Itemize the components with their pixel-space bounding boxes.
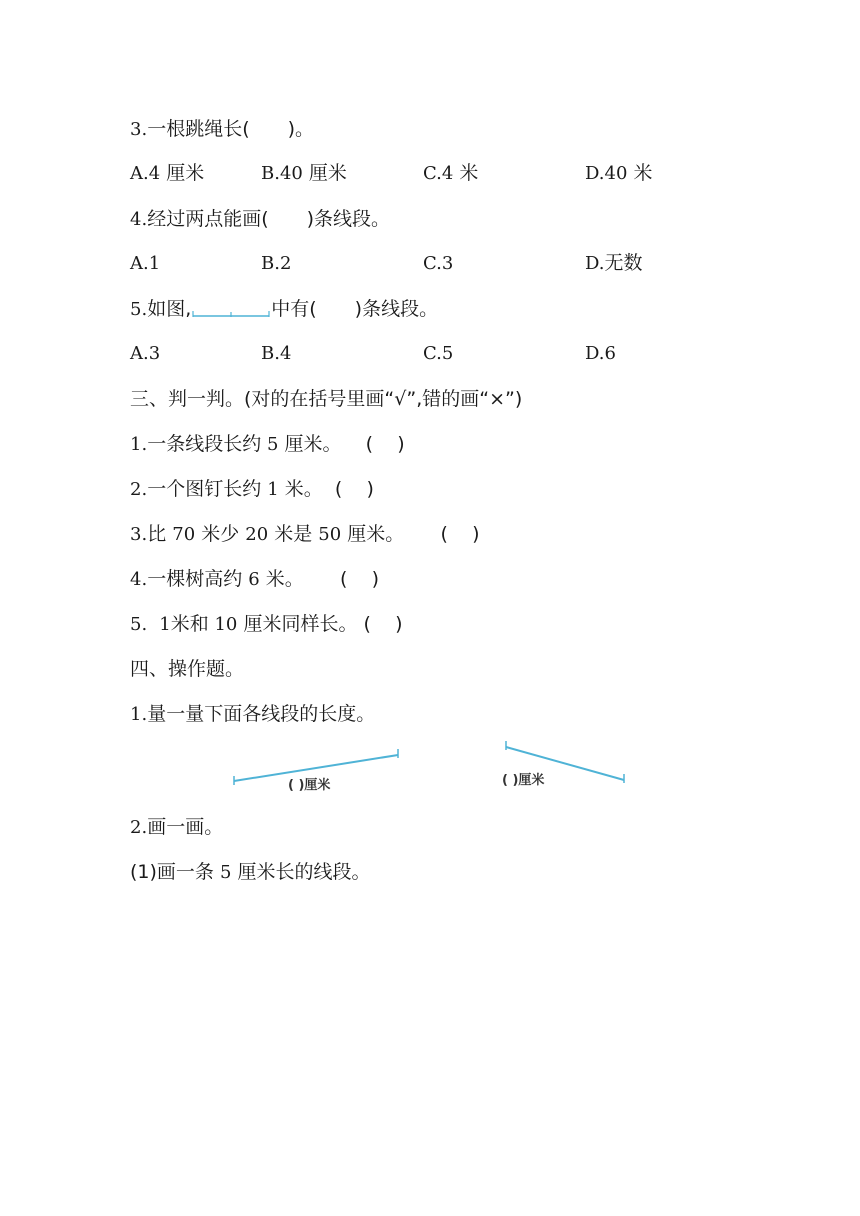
option-b[interactable]: B.40 厘米 xyxy=(261,162,347,184)
question-number: 3. xyxy=(130,119,148,140)
option-a[interactable]: A.3 xyxy=(130,343,161,364)
option-b[interactable]: B.4 xyxy=(261,343,292,364)
drawing-area[interactable] xyxy=(130,905,730,1165)
segment-figure xyxy=(191,300,271,320)
option-c[interactable]: C.5 xyxy=(423,343,454,364)
judge-item-3: 3.比 70 米少 20 米是 50 厘米。 ( ) xyxy=(130,523,480,545)
option-d[interactable]: D.40 米 xyxy=(585,162,653,184)
option-c[interactable]: C.4 米 xyxy=(423,162,479,184)
judge-blank-open[interactable]: ( xyxy=(334,478,343,500)
option-b[interactable]: B.2 xyxy=(261,253,292,274)
measure-label-2: ( )厘米 xyxy=(502,773,545,788)
operation-1: 1.量一量下面各线段的长度。 xyxy=(130,703,376,725)
section-title: 四、操作题。 xyxy=(130,658,245,680)
operation-2-1: (1)画一条 5 厘米长的线段。 xyxy=(130,861,371,883)
option-d[interactable]: D.6 xyxy=(585,343,616,364)
question-text: 经过两点能画( xyxy=(147,208,269,230)
judge-blank-open[interactable]: ( xyxy=(440,523,448,545)
judge-blank-open[interactable]: ( xyxy=(340,568,348,590)
question-text: 一根跳绳长( xyxy=(147,118,250,140)
option-a[interactable]: A.1 xyxy=(130,253,161,274)
measure-segment-1 xyxy=(228,745,406,795)
question-5: 5.如图, 中有( )条线段。 xyxy=(130,298,439,320)
question-number: 5. xyxy=(130,299,148,320)
option-d[interactable]: D.无数 xyxy=(585,252,643,274)
judge-blank-open[interactable]: ( xyxy=(365,433,374,455)
question-number: 4. xyxy=(130,209,148,230)
option-a[interactable]: A.4 厘米 xyxy=(130,162,205,184)
option-c[interactable]: C.3 xyxy=(423,253,454,274)
judge-item-1: 1.一条线段长约 5 厘米。 ( ) xyxy=(130,433,405,455)
question-text: 如图, xyxy=(147,298,192,320)
question-text-end: )条线段。 xyxy=(306,208,391,230)
judge-item-5: 5. 1米和 10 厘米同样长。 ( ) xyxy=(130,613,403,635)
judge-blank-open[interactable]: ( xyxy=(363,613,371,635)
measure-label-1: ( )厘米 xyxy=(288,778,331,793)
question-4 xyxy=(130,206,390,233)
operation-2: 2.画一画。 xyxy=(130,816,224,838)
question-3 xyxy=(130,116,314,143)
measure-segment-2 xyxy=(498,737,632,789)
section-title: 三、判一判。(对的在括号里画“√”,错的画“×”) xyxy=(130,388,523,410)
question-text-end: )。 xyxy=(287,118,315,140)
judge-item-4: 4.一棵树高约 6 米。 ( ) xyxy=(130,568,380,590)
judge-item-2: 2.一个图钉长约 1 米。 ( ) xyxy=(130,478,374,500)
